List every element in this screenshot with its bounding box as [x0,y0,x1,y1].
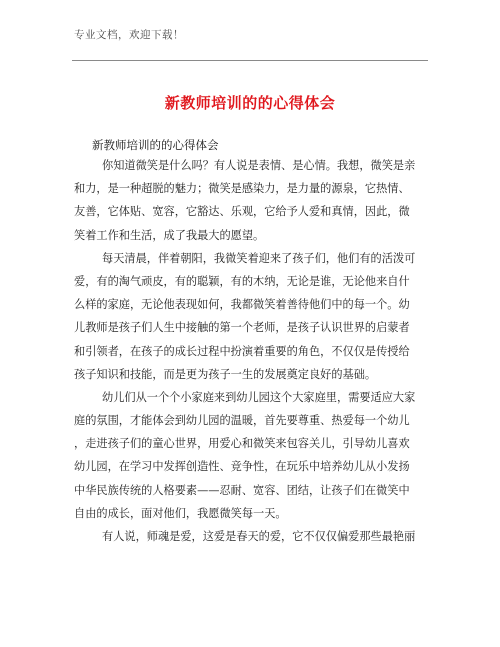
paragraph-line: 幼儿们从一个个小家庭来到幼儿园这个大家庭里，需要适应大家 [102,390,416,404]
paragraph-line: 每天清晨，伴着朝阳，我微笑着迎来了孩子们，他们有的活泼可 [102,251,416,265]
paragraph-line: 中华民族传统的人格要素——忍耐、宽容、团结，让孩子们在微笑中 [74,483,410,497]
header-note: 专业文档，欢迎下载！ [74,29,184,41]
paragraph-line: 和力，是一种超脱的魅力；微笑是感染力，是力量的源泉，它热情、 [74,182,410,196]
section-heading: 新教师培训的的心得体会 [92,138,219,152]
paragraph-line: 爱，有的淘气顽皮，有的聪颖，有的木纳，无论是谁，无论他来自什 [74,274,410,288]
paragraph-line: 么样的家庭，无论他表现如何，我都微笑着善待他们中的每一个。幼 [74,298,410,312]
document-title: 新教师培训的的心得体会 [164,94,336,112]
paragraph-line: 幼儿园，在学习中发挥创造性、竞争性，在玩乐中培养幼儿从小发扬 [74,460,410,474]
paragraph-line: 自由的成长，面对他们，我愿微笑每一天。 [74,506,287,520]
paragraph-line: 有人说，师魂是爱，这爱是春天的爱，它不仅仅偏爱那些最艳丽 [102,530,416,543]
paragraph-line: 庭的氛围，才能体会到幼儿园的温暖，首先要尊重、热爱每一个幼儿 [74,414,410,428]
paragraph-line: 你知道微笑是什么吗？有人说是表情、是心情。我想，微笑是亲 [102,159,416,172]
paragraph-line: 笑着工作和生活，成了我最大的愿望。 [74,228,265,242]
paragraph-line: 孩子知识和技能，而是更为孩子一生的发展奠定良好的基础。 [74,367,377,381]
header-divider [72,60,428,61]
paragraph-line: 儿教师是孩子们人生中接触的第一个老师，是孩子认识世界的启蒙者 [74,321,410,335]
paragraph-line: 和引领者，在孩子的成长过程中扮演着重要的角色，不仅仅是传授给 [74,344,410,358]
paragraph-line: ，走进孩子们的童心世界，用爱心和微笑来包容关儿，引导幼儿喜欢 [74,437,410,451]
paragraph-line: 友善，它体贴、宽容，它豁达、乐观，它给予人爱和真情，因此，微 [74,205,410,219]
body-text [74,154,434,548]
